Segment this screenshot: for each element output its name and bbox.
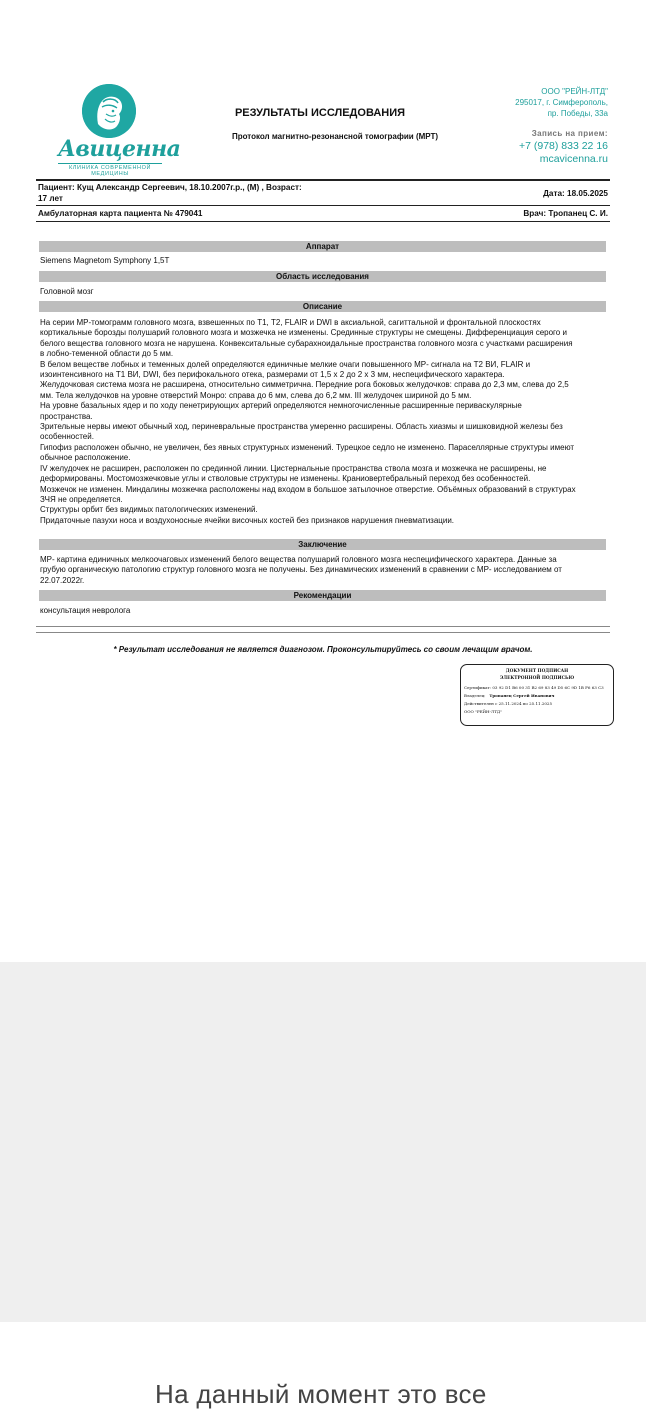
company-name: ООО "РЕЙН-ЛТД": [541, 87, 608, 96]
signature-cert-value: 03 92 D1 B6 00 31 B2 69 83 49 D5 6C 9D 1B F6 63 C3: [492, 685, 604, 690]
divider: [36, 205, 610, 206]
document-viewer-background: [0, 962, 646, 1322]
description-text: [40, 318, 608, 526]
signature-org: ООО "РЕЙН-ЛТД": [464, 709, 502, 714]
patient-line-1: Пациент: Кущ Александр Сергеевич, 18.10.2007г.р., (М) , Возраст:: [38, 183, 302, 192]
section-header-recommendations: Рекомендации: [39, 590, 606, 601]
clinic-logo: [58, 84, 181, 177]
description-line: На серии МР-томограмм головного мозга, взвешенных по Т1, Т2, FLAIR и DWI в аксиальной, сагиттальной и фронтальной плоскостях: [40, 318, 541, 327]
apparatus-text: Siemens Magnetom Symphony 1,5T: [40, 256, 170, 265]
conclusion-text: [40, 555, 608, 586]
disclaimer: * Результат исследования не является диагнозом. Проконсультируйтесь со своим лечащим врачом.: [113, 645, 533, 654]
description-line: Желудочковая система мозга не расширена, относительно симметрична. Передние рога боковых желудочков: справа до 2,3 мм, слева до 2,5: [40, 380, 569, 390]
recommendations-text: консультация невролога: [40, 606, 131, 615]
description-line: кортикальные борозды полушарий головного мозга и мозжечка не изменены. Срединные структуры не смещены. Дифференциация серого и: [40, 328, 567, 338]
appointment-label: Запись на прием:: [531, 129, 608, 138]
divider: [36, 626, 610, 627]
signature-title-1: ДОКУМЕНТ ПОДПИСАН: [505, 669, 569, 674]
signature-validity: Действителен с 25.11.2024 по 25.11.2025: [464, 701, 553, 706]
logo-subtitle: КЛИНИКА СОВРЕМЕННОЙ МЕДИЦИНЫ: [58, 163, 162, 177]
website-link[interactable]: mcavicenna.ru: [539, 153, 608, 165]
address-line-1: 295017, г. Симферополь,: [515, 98, 608, 107]
divider: [36, 179, 610, 181]
description-line: в лобно-теменной области до 5 мм.: [40, 349, 174, 359]
report-title: РЕЗУЛЬТАТЫ ИССЛЕДОВАНИЯ: [234, 107, 406, 119]
logo-name: Авиценна: [58, 136, 181, 162]
appointment-info: [519, 129, 608, 165]
report-subtitle: Протокол магнитно-резонансной томографии (МРТ): [231, 132, 439, 141]
description-line: IV желудочек не расширен, расположен по срединной линии. Цистернальные пространства ствола мозга и мозжечка не расширены, не: [40, 463, 547, 473]
description-line: изоинтенсивного на Т1 ВИ, DWI, без перифокального отека, размерами от 1,5 х 2 до 2 х 3 мм, неспецифического характера.: [40, 370, 505, 380]
signature-owner-value: Тропанец Сергей Иванович: [489, 693, 555, 698]
description-line: мм. Тела желудочков на уровне отверстий Монро: справа до 6 мм, слева до 6,2 мм. III желудочек шириной до 5 мм.: [40, 390, 472, 400]
description-line: деформированы. Мостомозжечковые углы и стволовые структуры не изменены. Краниовертебральный переход без особенностей.: [40, 474, 531, 484]
description-line: Зрительные нервы имеют обычный ход, периневральные пространства умеренно расширены. Область хиазмы и шишковидной железы без: [40, 422, 563, 432]
patient-line-2: 17 лет: [38, 193, 63, 203]
company-info: [515, 86, 608, 119]
signature-title-2: ЭЛЕКТРОННОЙ ПОДПИСЬЮ: [499, 676, 575, 681]
description-line: Мозжечок не изменен. Миндалины мозжечка расположены над входом в большое затылочное отверстие. Объёмных образований в структурах: [40, 484, 576, 494]
section-header-area: Область исследования: [39, 271, 606, 282]
section-header-description: Описание: [39, 301, 606, 312]
description-line: пространства.: [40, 411, 93, 421]
signature-owner-label: Владелец:: [464, 693, 486, 698]
description-line: особенностей.: [40, 432, 94, 442]
description-line: Структуры орбит без видимых патологических изменений.: [40, 505, 258, 515]
description-line: белого вещества головного мозга не нарушена. Конвекситальные субарахноидальные пространства головного мозга с участками расширения: [40, 338, 573, 348]
area-text: Головной мозг: [40, 287, 94, 296]
avicenna-portrait-icon: [82, 84, 136, 138]
description-line: В белом веществе лобных и теменных долей определяются единичные мелкие очаги повышенного МР- сигнала на Т2 ВИ, FLAIR и: [40, 359, 531, 369]
signature-owner: [464, 693, 613, 699]
phone-link[interactable]: +7 (978) 833 22 16: [518, 140, 608, 152]
section-header-apparatus: Аппарат: [39, 241, 606, 252]
conclusion-line: 22.07.2022г.: [40, 575, 85, 585]
description-line: обычное расположение.: [40, 453, 131, 463]
conclusion-line: МР- картина единичных мелкоочаговых изменений белого вещества полушарий головного мозга неспецифического характера. Данные за: [40, 555, 557, 564]
divider: [36, 221, 610, 222]
digital-signature-stamp: [460, 664, 614, 726]
signature-cert-label: Сертификат:: [464, 685, 492, 690]
patient-card-number: Амбулаторная карта пациента № 479041: [38, 209, 203, 218]
signature-certificate: [464, 685, 613, 691]
patient-info: [38, 183, 328, 204]
description-line: ЗЧЯ не определяется.: [40, 494, 123, 504]
bottom-message: На данный момент это все: [155, 1379, 487, 1409]
divider: [36, 632, 610, 633]
description-line: Придаточные пазухи носа и воздухоносные ячейки височных костей без признаков нарушения пневматизации.: [40, 515, 455, 525]
doctor-name: Врач: Тропанец С. И.: [523, 209, 608, 218]
exam-date: Дата: 18.05.2025: [543, 189, 608, 198]
address-line-2: пр. Победы, 33а: [547, 109, 608, 118]
section-header-conclusion: Заключение: [39, 539, 606, 550]
conclusion-line: грубую органическую патологию структур головного мозга не получены. Без динамических изменений в сравнении с МР- исследованием от: [40, 565, 562, 575]
description-line: Гипофиз расположен обычно, не увеличен, без явных структурных изменений. Турецкое седло не изменено. Параселлярные структуры имеют: [40, 442, 575, 452]
description-line: На уровне базальных ядер и по ходу пенетрирующих артерий определяются немногочисленные расширенные периваскулярные: [40, 401, 522, 411]
